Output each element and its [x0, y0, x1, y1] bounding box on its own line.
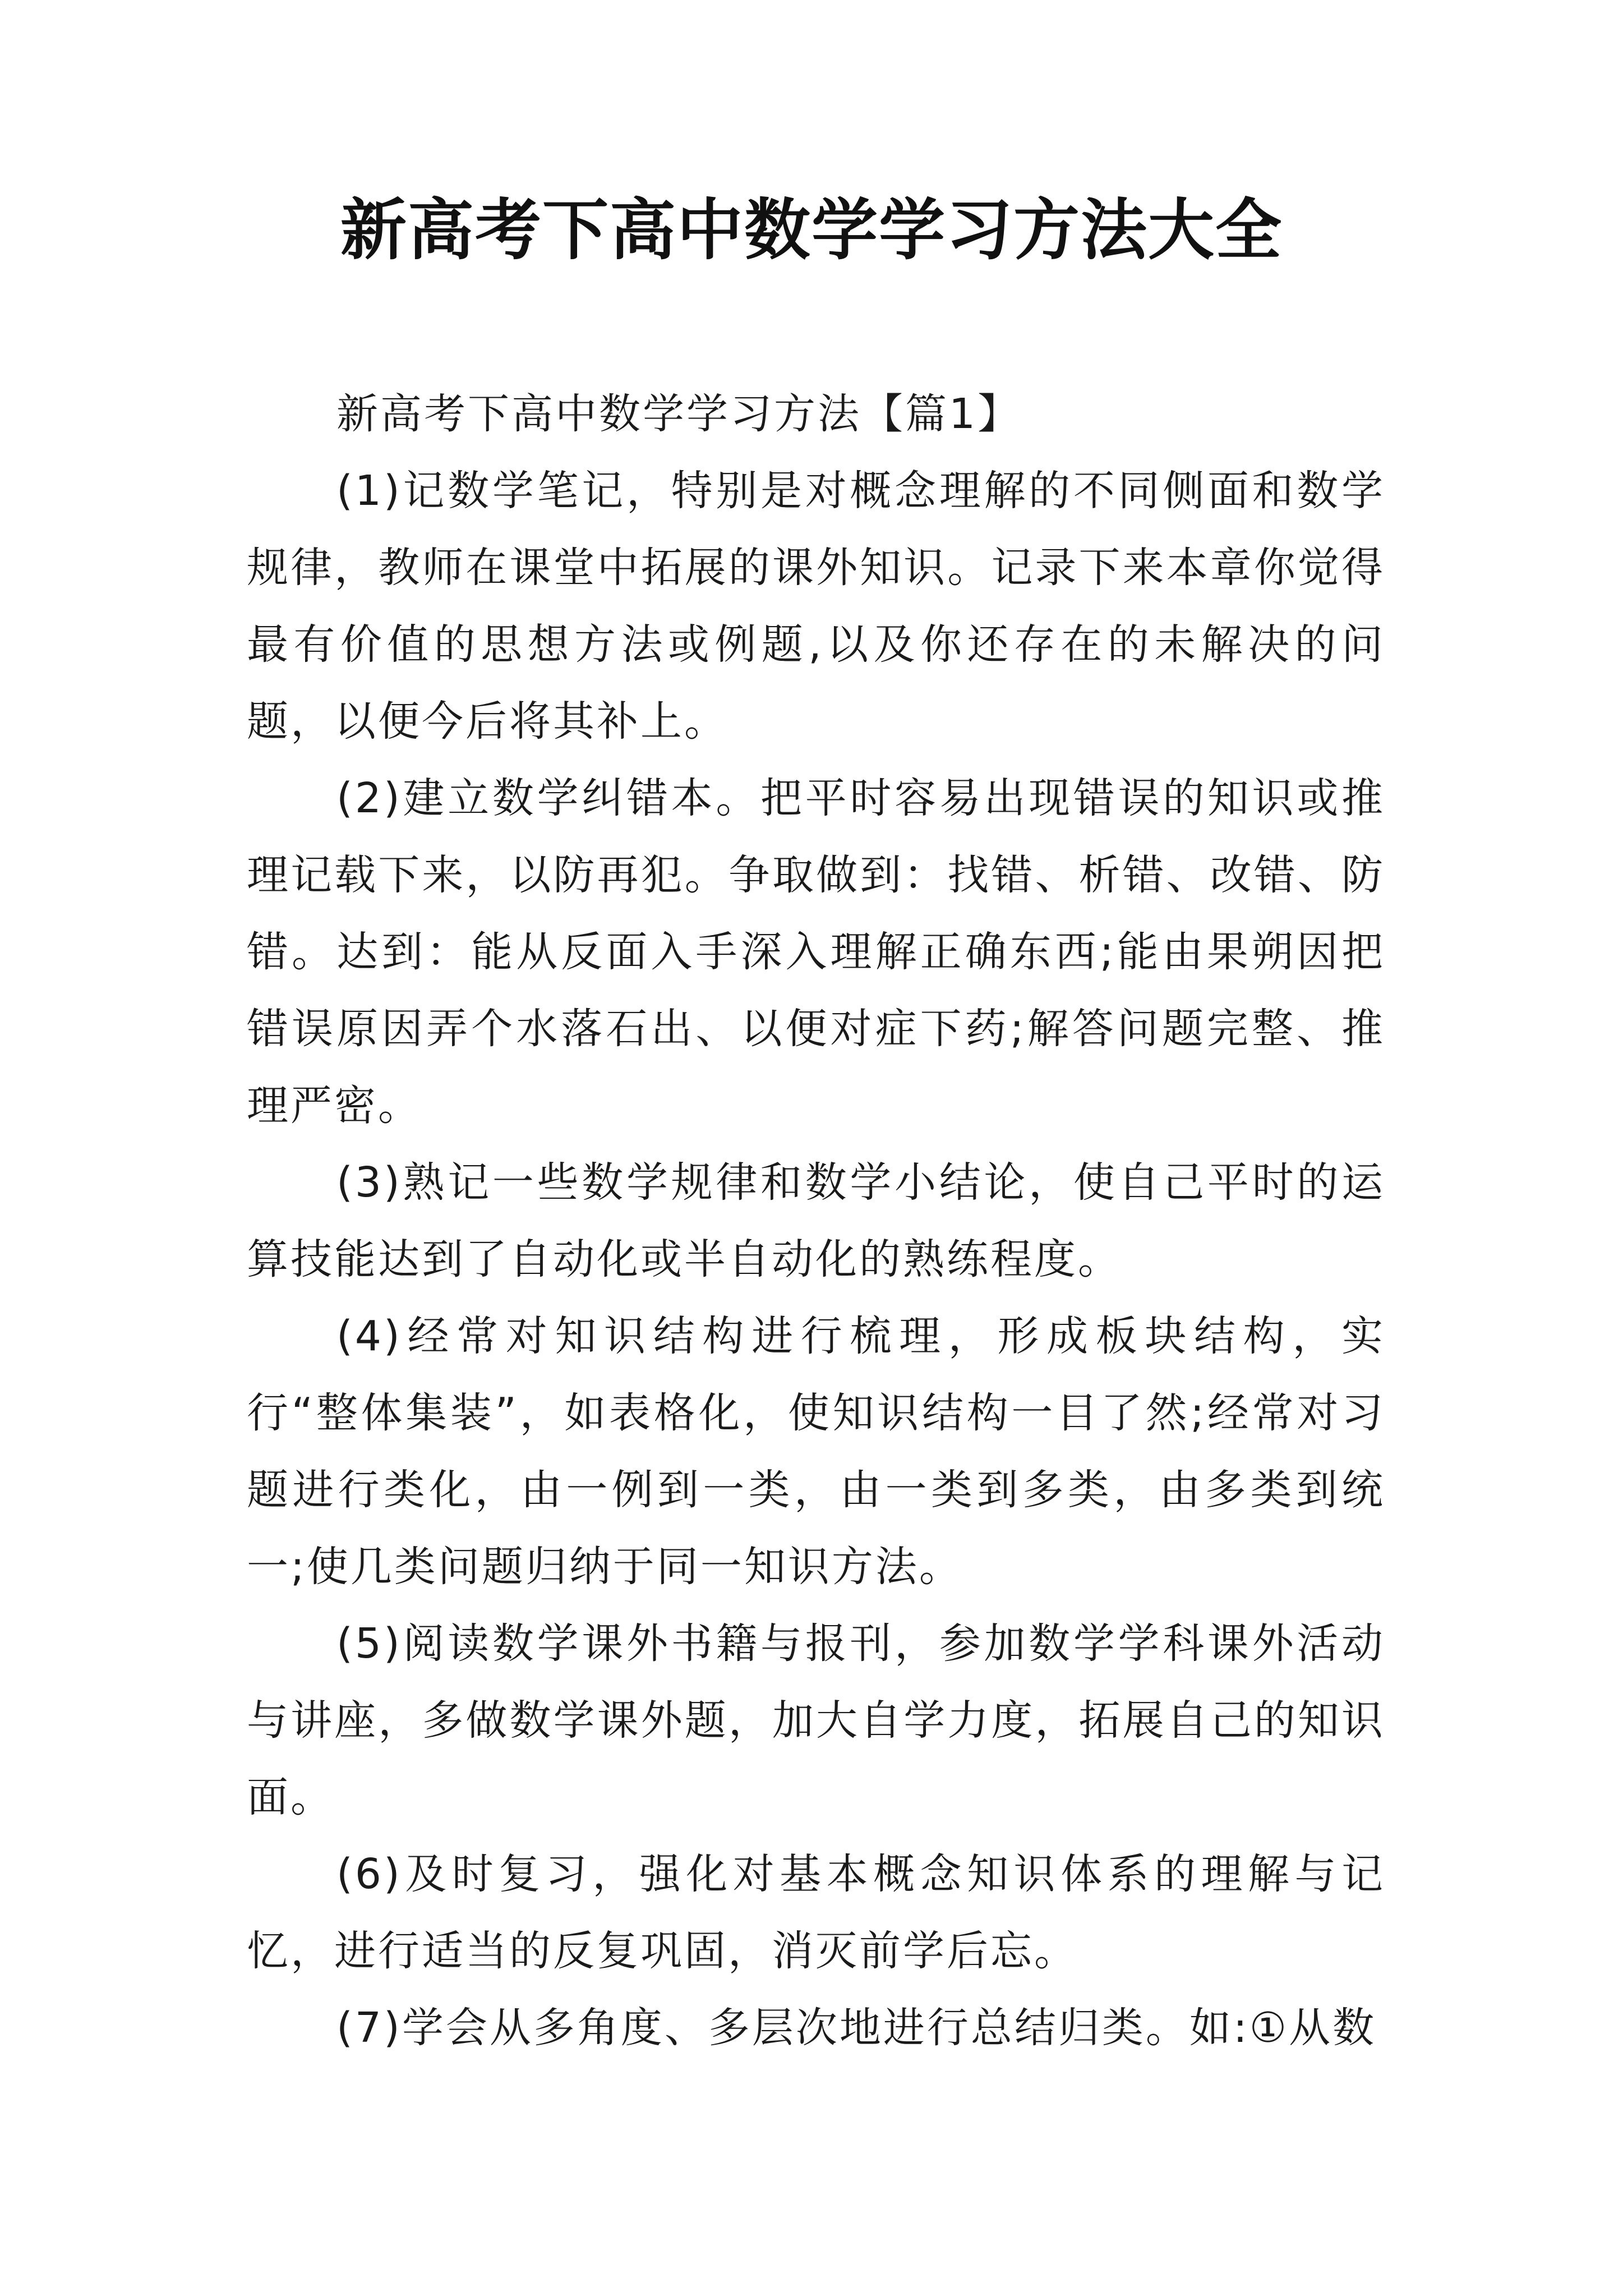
paragraph-6: (6)及时复习，强化对基本概念知识体系的理解与记忆，进行适当的反复巩固，消灭前学后忘。 — [247, 1850, 1385, 1975]
document-body — [247, 376, 1385, 2067]
paragraph-7: (7)学会从多角度、多层次地进行总结归类。如:①从数 — [336, 2004, 1377, 2052]
paragraph-5: (5)阅读数学课外书籍与报刊，参加数学学科课外活动与讲座，多做数学课外题，加大自学力度，拓展自己的知识面。 — [247, 1619, 1385, 1821]
paragraph-4: (4)经常对知识结构进行梳理，形成板块结构，实行“整体集装”，如表格化，使知识结构一目了然;经常对习题进行类化，由一例到一类，由一类到多类，由多类到统一;使几类问题归纳于同一知识方法。 — [247, 1312, 1385, 1591]
section-heading: 新高考下高中数学学习方法【篇1】 — [336, 390, 1022, 438]
paragraph-3: (3)熟记一些数学规律和数学小结论，使自己平时的运算技能达到了自动化或半自动化的熟练程度。 — [247, 1158, 1385, 1283]
paragraph-1: (1)记数学笔记，特别是对概念理解的不同侧面和数学规律，教师在课堂中拓展的课外知识。记录下来本章你觉得最有价值的思想方法或例题,以及你还存在的未解决的问题，以便今后将其补上。 — [247, 467, 1385, 746]
paragraph-2: (2)建立数学纠错本。把平时容易出现错误的知识或推理记载下来，以防再犯。争取做到：找错、析错、改错、防错。达到：能从反面入手深入理解正确东西;能由果朔因把错误原因弄个水落石出、以便对症下药;解答问题完整、推理严密。 — [247, 774, 1385, 1130]
document-title: 新高考下高中数学学习方法大全 — [340, 191, 1283, 269]
